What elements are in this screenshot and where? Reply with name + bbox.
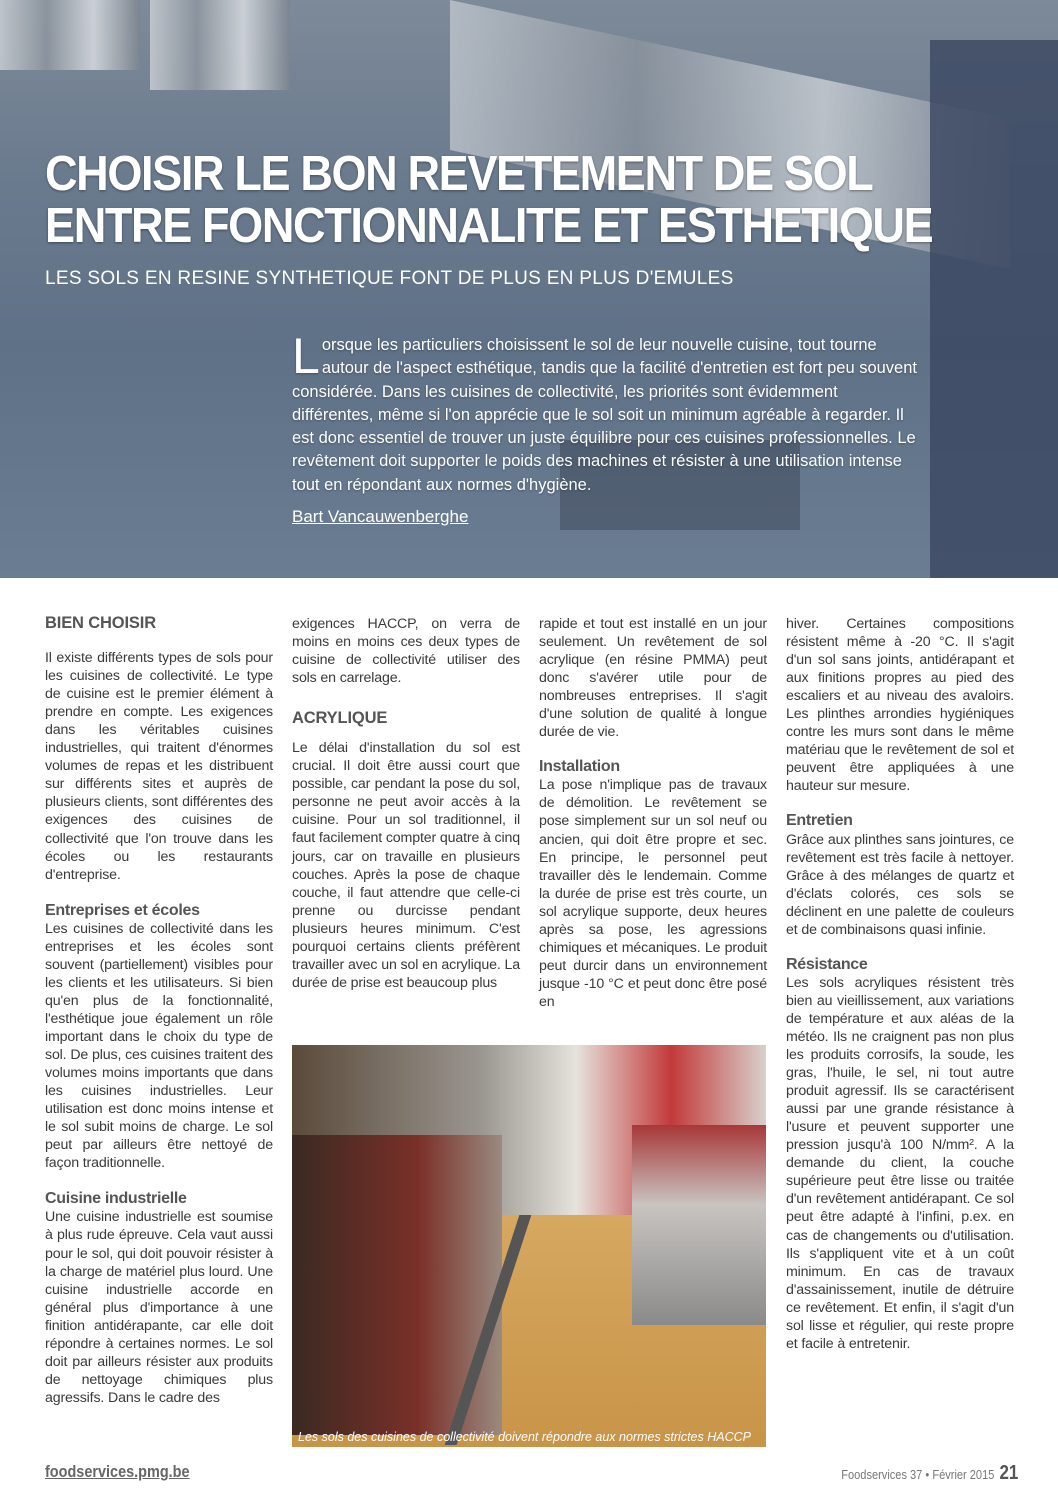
paragraph: Il existe différents types de sols pour les cuisines de collectivité. Le type de cuisine est le premier élément à prendre en compte. Les exigences dans les véritables cuisines industrielles, qui traitent d'énormes volumes de repas et les distribuent sur différents sites et auprès de plusieurs clients, sont différentes des exigences des cuisines de collectivité que l'on trouve dans les écoles ou les restaurants d'entreprise. [45,650,273,883]
paragraph: hiver. Certaines compositions résistent même à -20 °C. Il s'agit d'un sol sans joints, antidérapant et aux finitions propres au pied des escaliers et au niveau des avaloirs. Les plinthes arrondies hygiéniques contre les murs sont dans le même matériau que le revêtement de sol et peuvent être appliquées à une hauteur sur mesure. [786,616,1014,795]
drop-cap: L [292,328,320,384]
paragraph: Grâce aux plinthes sans jointures, ce revêtement est très facile à nettoyer. Grâce à des mélanges de quartz et d'éclats colorés, ces sols se déclinent en une palette de couleurs et de combinaisons quasi infinie. [786,831,1014,938]
kitchen-photo [292,1045,766,1447]
column-1 [45,614,273,1407]
photo-caption: Les sols des cuisines de collectivité doivent répondre aux normes strictes HACCP [298,1430,751,1444]
section-heading: BIEN CHOISIR [45,614,156,632]
intro-text: orsque les particuliers choisissent le sol de leur nouvelle cuisine, tout tourne autour de l'aspect esthétique, tandis que la facilité d'entretien est fort peu souvent considérée. Dans les cuisines de collectivité, les priorités sont évidemment différentes, même si l'on apprécie que le sol soit un minimum agréable à regarder. Il est donc essentiel de trouver un juste équilibre pour ces cuisines professionnelles. Le revêtement doit supporter le poids des machines et résister à une utilisation intense tout en répondant aux normes d'hygiène. [292,336,917,494]
hero-banner [0,0,1058,578]
paragraph: Le délai d'installation du sol est crucial. Il doit être aussi court que possible, car pendant la pose du sol, personne ne peut avoir accès à la cuisine. Pour un sol traditionnel, il faut facilement compter quatre à cinq jours, car on travaille en plusieurs couches. Après la pose de chaque couche, il faut attendre que celle-ci prenne ou durcisse pendant plusieurs heures minimum. C'est pourquoi certains clients préfèrent travailler avec un sol en acrylique. La durée de prise est beaucoup plus [292,740,520,991]
website-link[interactable]: foodservices.pmg.be [45,1462,190,1481]
subheading: Entreprises et écoles [45,901,200,919]
paragraph: Les cuisines de collectivité dans les entreprises et les écoles sont souvent (partiellement) visibles pour les clients et les utilisateurs. Si bien qu'en plus de la fonctionnalité, l'esthétique joue également un rôle important dans le choix du type de sol. De plus, ces cuisines traitent des volumes moins importants que dans les cuisines industrielles. Leur utilisation est donc moins intense et le sol subit moins de charge. Le sol peut par ailleurs être nettoyé de façon traditionnelle. [45,920,273,1172]
page-number: 21 [999,1462,1018,1484]
paragraph: La pose n'implique pas de travaux de démolition. Le revêtement se pose simplement sur un sol neuf ou ancien, qui doit être propre et sec. En principe, le personnel peut travailler dès le lendemain. Comme la durée de prise est très courte, un sol acrylique supporte, deux heures après sa pose, les agressions chimiques et mécaniques. Le produit peut durcir dans un environnement jusque -10 °C et peut donc être posé en [539,777,767,1010]
work-counter-image [632,1125,766,1325]
column-2 [292,615,520,992]
paragraph: rapide et tout est installé en un jour seulement. Un revêtement de sol acrylique (en résine PMMA) peut donc s'avérer utile pour de nombreuses entreprises. Il s'agit d'une solution de qualité à longue durée de vie. [539,616,767,741]
page-title: CHOISIR LE BON REVETEMENT DE SOL ENTRE FONCTIONNALITE ET ESTHETIQUE [45,147,933,253]
issue-info [841,1462,1018,1485]
section-heading: ACRYLIQUE [292,709,388,728]
steam-oven-image [930,40,1058,578]
column-4 [786,615,1014,1353]
issue-label: Foodservices 37 • Février 2015 [840,1467,994,1482]
paragraph: Les sols acryliques résistent très bien au vieillissement, aux variations de température et aux aléas de la météo. Ils ne craignent pas non plus les produits corrosifs, la soude, les gras, l'huile, le sel, ni tout autre produit agressif. Ils se caractérisent aussi par une grande résistance à l'usure et peuvent supporter une pression jusqu'à 100 N/mm². A la demande du client, la couche supérieure peut être lisse ou traitée d'un revêtement antidérapant. Ce sol peut être adapté à l'infini, p.ex. en cas de changements ou d'utilisation. Ils s'appliquent vite et à un coût minimum. En cas de travaux d'assainissement, inutile de détruire ce revêtement. Et enfin, il s'agit d'un sol lisse et régulier, qui reste propre et facile à entretenir. [786,974,1014,1352]
subheading: Cuisine industrielle [45,1190,187,1208]
column-3 [539,615,767,1011]
author-link[interactable]: Bart Vancauwenberghe [292,507,469,526]
paragraph: exigences HACCP, on verra de moins en moins ces deux types de cuisine de collectivité utiliser des sols en carrelage. [292,616,520,687]
kitchen-equipment-image [150,0,290,90]
kitchen-equipment-image [0,0,140,70]
subheading: Résistance [786,955,868,973]
subheading: Installation [539,758,620,776]
intro-paragraph [292,328,922,497]
subheading: Entretien [786,812,853,830]
subtitle: LES SOLS EN RESINE SYNTHETIQUE FONT DE PLUS EN PLUS D'EMULES [45,268,734,289]
paragraph: Une cuisine industrielle est soumise à plus rude épreuve. Cela vaut aussi pour le sol, qui doit pouvoir résister à la charge de matériel plus lourd. Une cuisine industrielle accorde en général plus d'importance à une finition antidérapante, car elle doit répondre à certaines normes. Le sol doit par ailleurs résister aux produits de nettoyage chimiques plus agressifs. Dans le cadre des [45,1209,273,1406]
